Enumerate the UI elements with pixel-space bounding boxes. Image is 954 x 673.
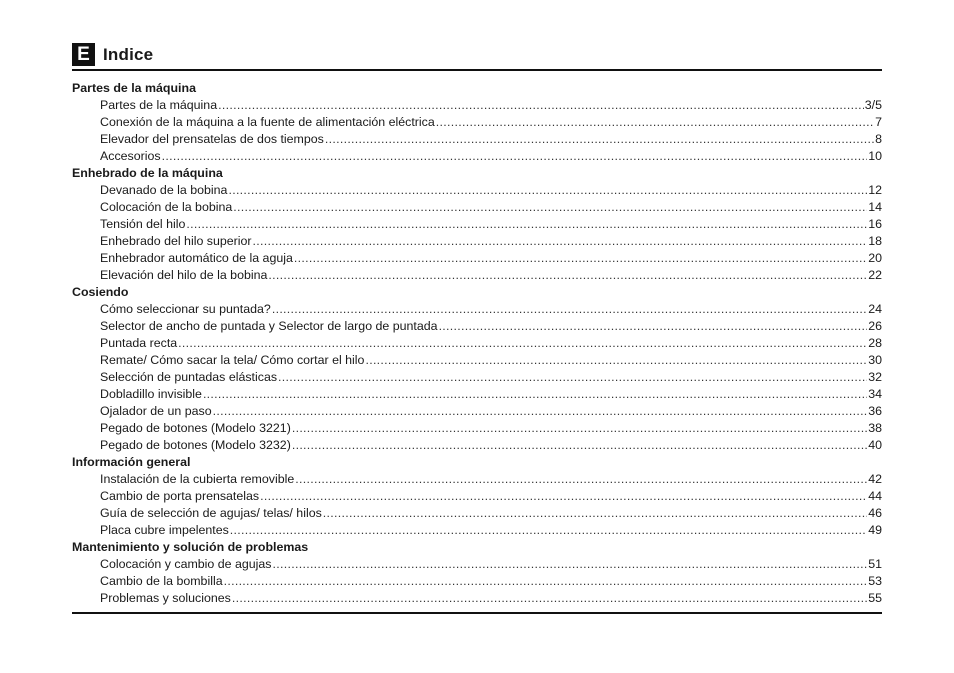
toc-entry[interactable] <box>72 488 882 505</box>
toc-entry[interactable] <box>72 403 882 420</box>
toc-entry[interactable] <box>72 335 882 352</box>
dot-leader <box>260 488 867 505</box>
toc-entry-label: Partes de la máquina <box>100 98 218 112</box>
toc-entry[interactable] <box>72 114 882 131</box>
section-heading: Mantenimiento y solución de problemas <box>72 540 309 554</box>
toc-entry[interactable] <box>72 97 882 114</box>
dot-leader <box>268 267 867 284</box>
toc-page <box>72 40 882 614</box>
dot-leader <box>325 131 874 148</box>
toc-entry[interactable] <box>72 131 882 148</box>
toc-entry[interactable] <box>72 250 882 267</box>
dot-leader <box>294 250 867 267</box>
toc-entry-label: Conexión de la máquina a la fuente de alimentación eléctrica <box>100 115 435 129</box>
dot-leader <box>224 573 868 590</box>
toc-entry-label: Tensión del hilo <box>100 217 186 231</box>
toc-page-number: 18 <box>868 234 882 248</box>
toc-entry[interactable] <box>72 369 882 386</box>
toc-entry-label: Colocación y cambio de agujas <box>100 557 272 571</box>
toc-entry[interactable] <box>72 420 882 437</box>
dot-leader <box>272 301 867 318</box>
toc-page-number: 49 <box>868 523 882 537</box>
dot-leader <box>218 97 864 114</box>
dot-leader <box>292 420 867 437</box>
toc-entry[interactable] <box>72 386 882 403</box>
toc-entry-label: Cambio de la bombilla <box>100 574 223 588</box>
toc-page-number: 16 <box>868 217 882 231</box>
toc-entry[interactable] <box>72 182 882 199</box>
toc-page-number: 8 <box>875 132 882 146</box>
dot-leader <box>178 335 867 352</box>
toc-page-number: 34 <box>868 387 882 401</box>
section-heading: Enhebrado de la máquina <box>72 166 223 180</box>
toc-page-number: 20 <box>868 251 882 265</box>
toc-page-number: 46 <box>868 506 882 520</box>
toc-entry-label: Elevación del hilo de la bobina <box>100 268 268 282</box>
toc-entry-label: Dobladillo invisible <box>100 387 202 401</box>
toc-entry[interactable] <box>72 233 882 250</box>
toc-entry[interactable] <box>72 216 882 233</box>
toc-entry-label: Enhebrador automático de la aguja <box>100 251 293 265</box>
page-header <box>72 40 882 69</box>
toc-entry[interactable] <box>72 522 882 539</box>
toc-entry[interactable] <box>72 573 882 590</box>
dot-leader <box>292 437 867 454</box>
toc-page-number: 24 <box>868 302 882 316</box>
toc-entry-label: Enhebrado del hilo superior <box>100 234 252 248</box>
toc-page-number: 38 <box>868 421 882 435</box>
toc-entry-label: Problemas y soluciones <box>100 591 231 605</box>
toc-entry-label: Selector de ancho de puntada y Selector de largo de puntada <box>100 319 438 333</box>
dot-leader <box>162 148 868 165</box>
toc-entry-label: Colocación de la bobina <box>100 200 233 214</box>
dot-leader <box>253 233 868 250</box>
dot-leader <box>295 471 867 488</box>
dot-leader <box>436 114 874 131</box>
toc-entry[interactable] <box>72 352 882 369</box>
toc-entry[interactable] <box>72 505 882 522</box>
toc-page-number: 51 <box>868 557 882 571</box>
toc-entry-label: Puntada recta <box>100 336 178 350</box>
dot-leader <box>213 403 868 420</box>
toc-entry[interactable] <box>72 148 882 165</box>
dot-leader <box>278 369 867 386</box>
toc-entry-label: Selección de puntadas elásticas <box>100 370 278 384</box>
toc-entry[interactable] <box>72 437 882 454</box>
dot-leader <box>186 216 867 233</box>
section-heading: Partes de la máquina <box>72 81 196 95</box>
toc-entry-label: Pegado de botones (Modelo 3232) <box>100 438 291 452</box>
toc-entry[interactable] <box>72 199 882 216</box>
toc-entry-label: Instalación de la cubierta removible <box>100 472 295 486</box>
toc-page-number: 22 <box>868 268 882 282</box>
toc-page-number: 32 <box>868 370 882 384</box>
section-heading: Información general <box>72 455 191 469</box>
toc-page-number: 53 <box>868 574 882 588</box>
toc-page-number: 12 <box>868 183 882 197</box>
toc-page-number: 7 <box>875 115 882 129</box>
toc-entry[interactable] <box>72 471 882 488</box>
toc-page-number: 10 <box>868 149 882 163</box>
dot-leader <box>233 199 867 216</box>
dot-leader <box>232 590 867 607</box>
toc-entry[interactable] <box>72 590 882 607</box>
toc-page-number: 55 <box>868 591 882 605</box>
dot-leader <box>323 505 867 522</box>
toc-page-number: 28 <box>868 336 882 350</box>
dot-leader <box>365 352 867 369</box>
dot-leader <box>273 556 868 573</box>
section-heading: Cosiendo <box>72 285 129 299</box>
toc-page-number: 40 <box>868 438 882 452</box>
toc-page-number: 14 <box>868 200 882 214</box>
toc-page-number: 26 <box>868 319 882 333</box>
toc-entry-label: Devanado de la bobina <box>100 183 228 197</box>
header-rule <box>72 69 882 71</box>
toc-entry-label: Elevador del prensatelas de dos tiempos <box>100 132 324 146</box>
language-badge: E <box>72 43 95 66</box>
toc-page-number: 3/5 <box>864 98 882 112</box>
dot-leader <box>203 386 867 403</box>
toc-entry-label: Accesorios <box>100 149 161 163</box>
toc-entry-label: Cómo seleccionar su puntada? <box>100 302 271 316</box>
toc-entry[interactable] <box>72 318 882 335</box>
toc-page-number: 44 <box>868 489 882 503</box>
toc-entry-label: Ojalador de un paso <box>100 404 212 418</box>
toc-entry-label: Pegado de botones (Modelo 3221) <box>100 421 291 435</box>
toc-entry-label: Remate/ Cómo sacar la tela/ Cómo cortar el hilo <box>100 353 365 367</box>
toc-page-number: 30 <box>868 353 882 367</box>
footer-rule <box>72 612 882 614</box>
toc-entry-label: Guía de selección de agujas/ telas/ hilos <box>100 506 322 520</box>
toc-page-number: 42 <box>868 472 882 486</box>
dot-leader <box>230 522 867 539</box>
toc-entry-label: Cambio de porta prensatelas <box>100 489 260 503</box>
toc-page-number: 36 <box>868 404 882 418</box>
toc-entry-label: Placa cubre impelentes <box>100 523 229 537</box>
toc-entry[interactable] <box>72 267 882 284</box>
page-title: Indice <box>103 44 154 64</box>
dot-leader <box>439 318 868 335</box>
toc-entry[interactable] <box>72 301 882 318</box>
dot-leader <box>228 182 867 199</box>
table-of-contents <box>72 80 882 607</box>
toc-entry[interactable] <box>72 556 882 573</box>
